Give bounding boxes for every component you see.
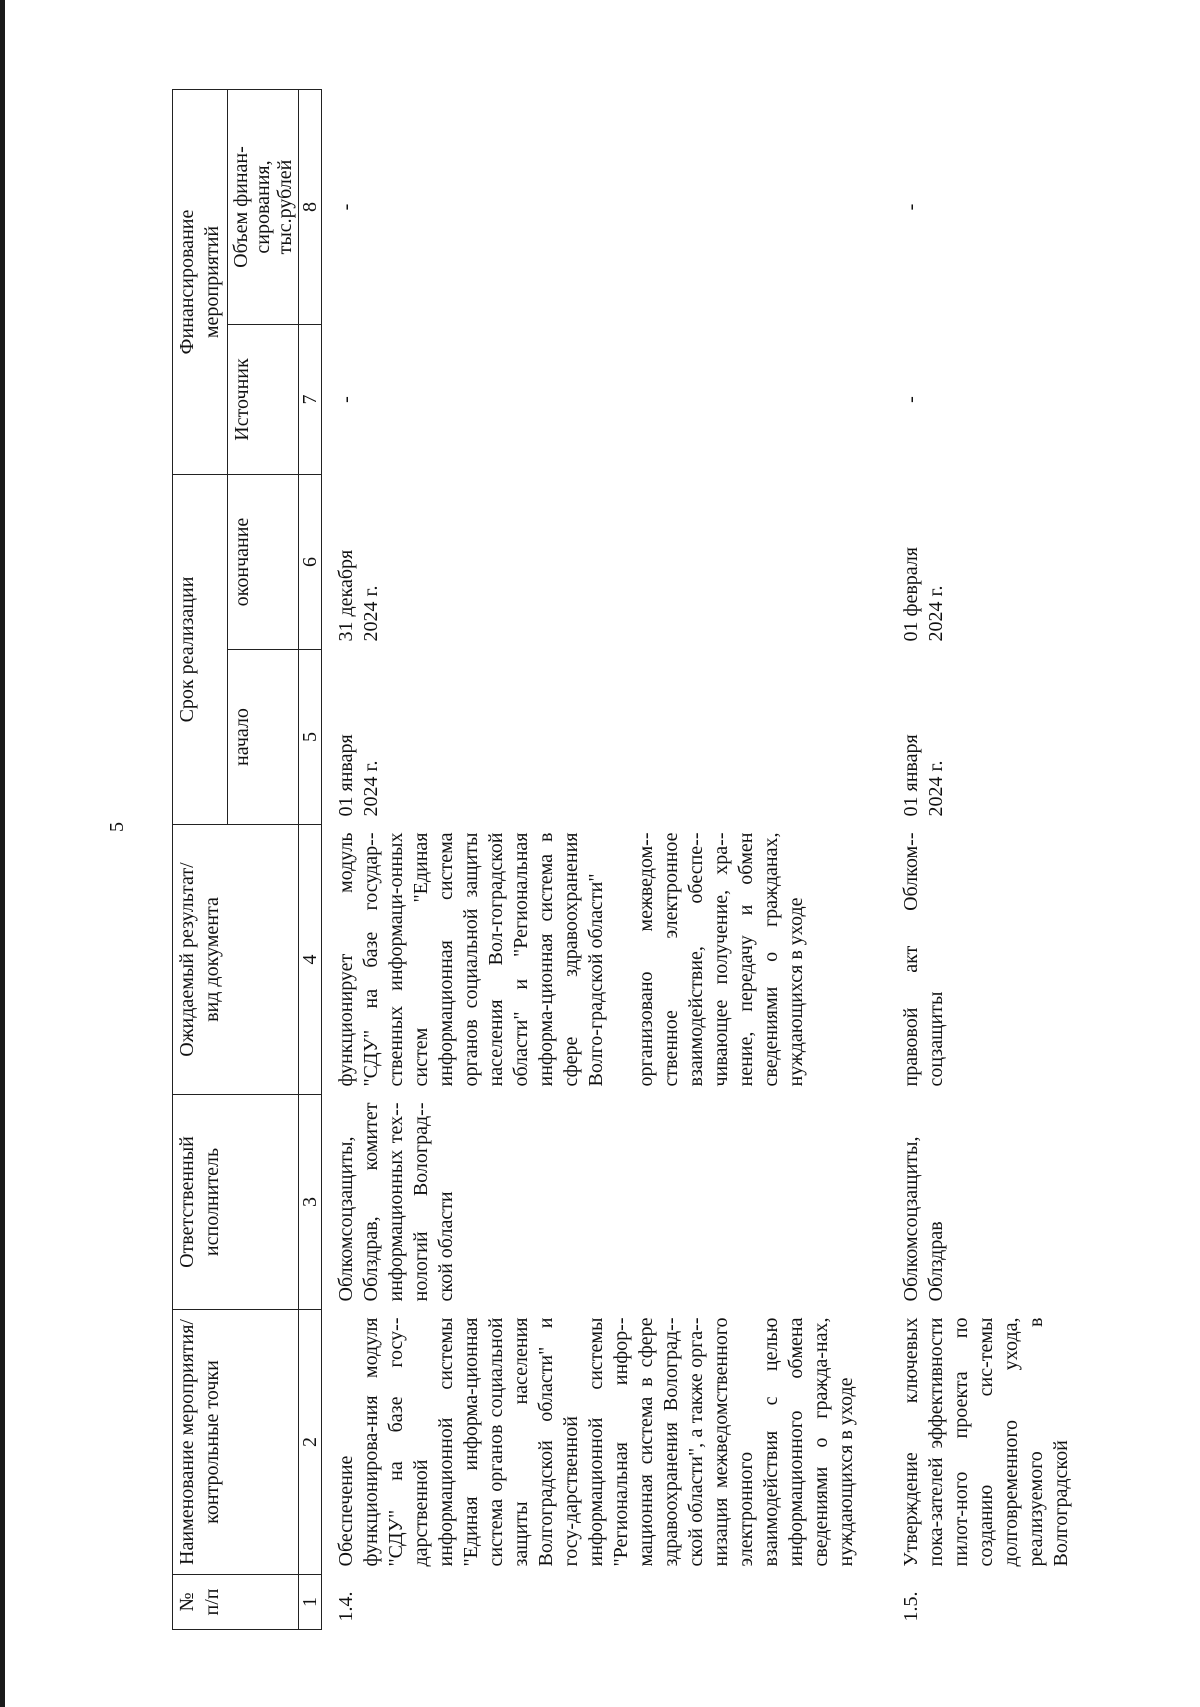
column-number: 4 bbox=[299, 825, 322, 1095]
table-row bbox=[322, 90, 860, 1630]
responsible-executor: Облкомсоцзащиты, Облздрав bbox=[900, 1136, 947, 1302]
column-number: 3 bbox=[299, 1095, 322, 1310]
header-period-start: начало bbox=[228, 650, 299, 825]
page-number: 5 bbox=[106, 822, 128, 832]
expected-result-part-1: функционирует модуль "СДУ" на базе государ-ственных информаци-онных систем "Единая информационная система органов социальной защиты населения Вол-гоградской области" и "Региональная информа-ционная система в сфере здравоохранения Волго-градской области" bbox=[335, 832, 607, 1087]
row-number: 1.5. bbox=[900, 1591, 922, 1622]
header-name: Наименование мероприятия/ контрольные точки bbox=[173, 1310, 299, 1575]
period-start: 01 января 2024 г. bbox=[900, 734, 947, 817]
scan-left-edge bbox=[0, 0, 5, 1707]
header-period: Срок реализации bbox=[173, 475, 228, 825]
column-number: 2 bbox=[299, 1310, 322, 1575]
header-financing: Финансирование мероприятий bbox=[173, 90, 228, 475]
measure-name: Утверждение ключевых пока-зателей эффективности пилот-ного проекта по созданию сис-темы долговременного ухода, реализуемого в Волгоградской bbox=[900, 1317, 1072, 1567]
expected-result-part-2: организовано межведом-ственное электронное взаимодействие, обеспе-чивающее получение, хра-нение, передачу и обмен сведениями о гражданах, нуждающихся в уходе bbox=[635, 832, 807, 1087]
expected-result: правовой акт Облком-соцзащиты bbox=[900, 832, 947, 1087]
period-start: 01 января 2024 г. bbox=[335, 734, 382, 817]
expected-result bbox=[322, 825, 860, 1095]
table-header bbox=[173, 90, 322, 1630]
header-volume: Объем финан- сирования, тыс.рублей bbox=[228, 90, 299, 325]
period-end: 31 декабря 2024 г. bbox=[335, 549, 382, 642]
measures-table bbox=[172, 89, 1074, 1630]
column-number-row bbox=[299, 90, 322, 1630]
header-period-end: окончание bbox=[228, 475, 299, 650]
column-number: 8 bbox=[299, 90, 322, 325]
table-row bbox=[859, 90, 1074, 1630]
header-executor: Ответственный исполнитель bbox=[173, 1095, 299, 1310]
measure-name: Обеспечение функционирова-ния модуля "СДУ" на базе госу-дарственной информационной системы "Единая информа-ционная система органов социальной защиты населения Волгоградской области" и госу-дарственной информационной системы "Региональная инфор-мационная система в сфере здравоохранения Волоград-ской области", а также орга-низация межведомственного электронного взаимодействия с целью информационного обмена сведениями о гражда-нах, нуждающихся в уходе bbox=[335, 1317, 857, 1567]
header-result: Ожидаемый результат/ вид документа bbox=[173, 825, 299, 1095]
column-number: 7 bbox=[299, 325, 322, 475]
rotated-table-container bbox=[172, 90, 1072, 1630]
header-source: Источник bbox=[228, 325, 299, 475]
financing-volume: - bbox=[335, 203, 357, 211]
financing-volume: - bbox=[900, 203, 922, 211]
financing-source: - bbox=[335, 396, 357, 403]
column-number: 6 bbox=[299, 475, 322, 650]
row-number: 1.4. bbox=[335, 1591, 357, 1622]
period-end: 01 февраля 2024 г. bbox=[900, 546, 947, 642]
column-number: 1 bbox=[299, 1575, 322, 1630]
column-number: 5 bbox=[299, 650, 322, 825]
responsible-executor: Облкомсоцзащиты, Облздрав, комитет информационных тех-нологий Волоград-ской области bbox=[335, 1102, 457, 1302]
header-no: № п/п bbox=[173, 1575, 299, 1630]
financing-source: - bbox=[900, 396, 922, 403]
